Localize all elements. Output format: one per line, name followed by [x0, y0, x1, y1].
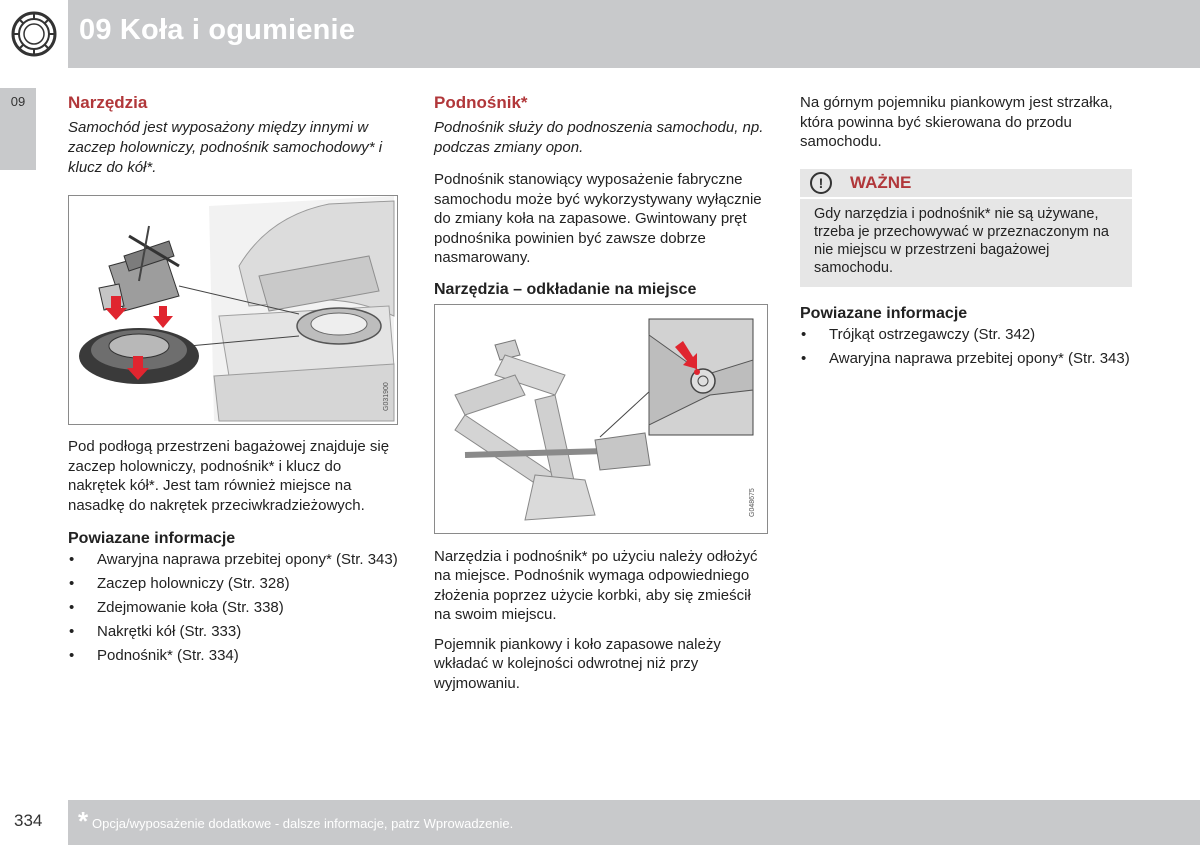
figure-code: G048675	[749, 487, 756, 517]
warning-icon: !	[810, 172, 832, 194]
jack-foam-text: Pojemnik piankowy i koło zapasowe należy wkładać w kolejności odwrotnej niż przy wyjmowaniu.	[434, 635, 721, 692]
jack-subheading: Narzędzia – odkładanie na miejsce	[434, 280, 697, 298]
footer-bar	[68, 800, 1200, 845]
page-number-box	[0, 800, 68, 845]
chapter-header	[0, 0, 1200, 68]
related-heading: Powiazane informacje	[68, 530, 236, 547]
related-links-list	[800, 326, 1132, 368]
trunk-tools-illustration	[69, 196, 398, 425]
warning-box	[800, 169, 1132, 287]
warning-text: Gdy narzędzia i podnośnik* nie są używane, trzeba je przechowywać w przeznaczonym na nie miejscu w przestrzeni bagażowej samochodu.	[814, 205, 1109, 276]
jack-illustration	[435, 305, 768, 534]
footnote-star: *	[78, 806, 89, 836]
figure-code: G031900	[383, 382, 390, 411]
column-jack	[434, 93, 768, 693]
related-link[interactable]: • Awaryjna naprawa przebitej opony* (Str. 343)	[800, 350, 1132, 368]
chapter-side-tab	[0, 88, 36, 170]
tools-lead-text: Samochód jest wyposażony między innymi w zaczep holowniczy, podnośnik samochodowy* i klucz do kół*.	[68, 119, 383, 176]
foam-arrow-text: Na górnym pojemniku piankowym jest strzałka, która powinna być skierowana do przodu samochodu.	[800, 94, 1113, 150]
tire-icon	[11, 11, 57, 57]
related-link[interactable]: • Podnośnik* (Str. 334)	[68, 647, 398, 665]
tools-body-text: Pod podłogą przestrzeni bagażowej znajduje się zaczep holowniczy, podnośnik* i klucz do nakrętek kół*. Jest tam również miejsce na nasadkę do nakrętek przeciwkradzieżowych.	[68, 438, 390, 514]
marker-dot	[694, 369, 700, 375]
chapter-title: 09 Koła i ogumienie	[79, 14, 356, 46]
related-link[interactable]: • Zaczep holowniczy (Str. 328)	[68, 575, 398, 593]
figure-jack	[434, 304, 768, 534]
related-heading: Powiazane informacje	[800, 304, 968, 322]
footnote-text: Opcja/wyposażenie dodatkowe - dalsze informacje, patrz Wprowadzenie.	[92, 816, 514, 831]
section-heading-tools: Narzędzia	[68, 93, 148, 112]
page-number: 334	[14, 811, 43, 830]
related-link[interactable]: • Zdejmowanie koła (Str. 338)	[68, 599, 398, 617]
figure-trunk-tools	[68, 195, 398, 425]
related-link[interactable]: • Awaryjna naprawa przebitej opony* (Str. 343)	[68, 551, 398, 569]
chapter-icon-box	[0, 0, 68, 68]
column-notes	[800, 93, 1132, 374]
related-links-list	[68, 551, 398, 665]
column-tools	[68, 93, 398, 671]
jack-body-text: Podnośnik stanowiący wyposażenie fabryczne samochodu może być wykorzystywany wyłącznie do zmiany koła na zapasowe. Gwintowany pręt podnośnika powinien być zawsze dobrze nasmarowany.	[434, 171, 762, 266]
jack-lead-text: Podnośnik służy do podnoszenia samochodu, np. podczas zmiany opon.	[434, 119, 764, 156]
chapter-side-tab-label: 09	[10, 94, 26, 109]
jack-store-text: Narzędzia i podnośnik* po użyciu należy odłożyć na miejsce. Podnośnik wymaga odpowiedniego złożenia poprzez użycie korbki, aby się zmieścił na swoim miejscu.	[434, 547, 758, 623]
warning-header	[800, 169, 1132, 199]
section-heading-jack: Podnośnik*	[434, 93, 528, 112]
related-link[interactable]: • Nakrętki kół (Str. 333)	[68, 623, 398, 641]
warning-title: WAŻNE	[850, 172, 912, 192]
related-link[interactable]: • Trójkąt ostrzegawczy (Str. 342)	[800, 326, 1132, 344]
page-footer	[0, 800, 1200, 845]
